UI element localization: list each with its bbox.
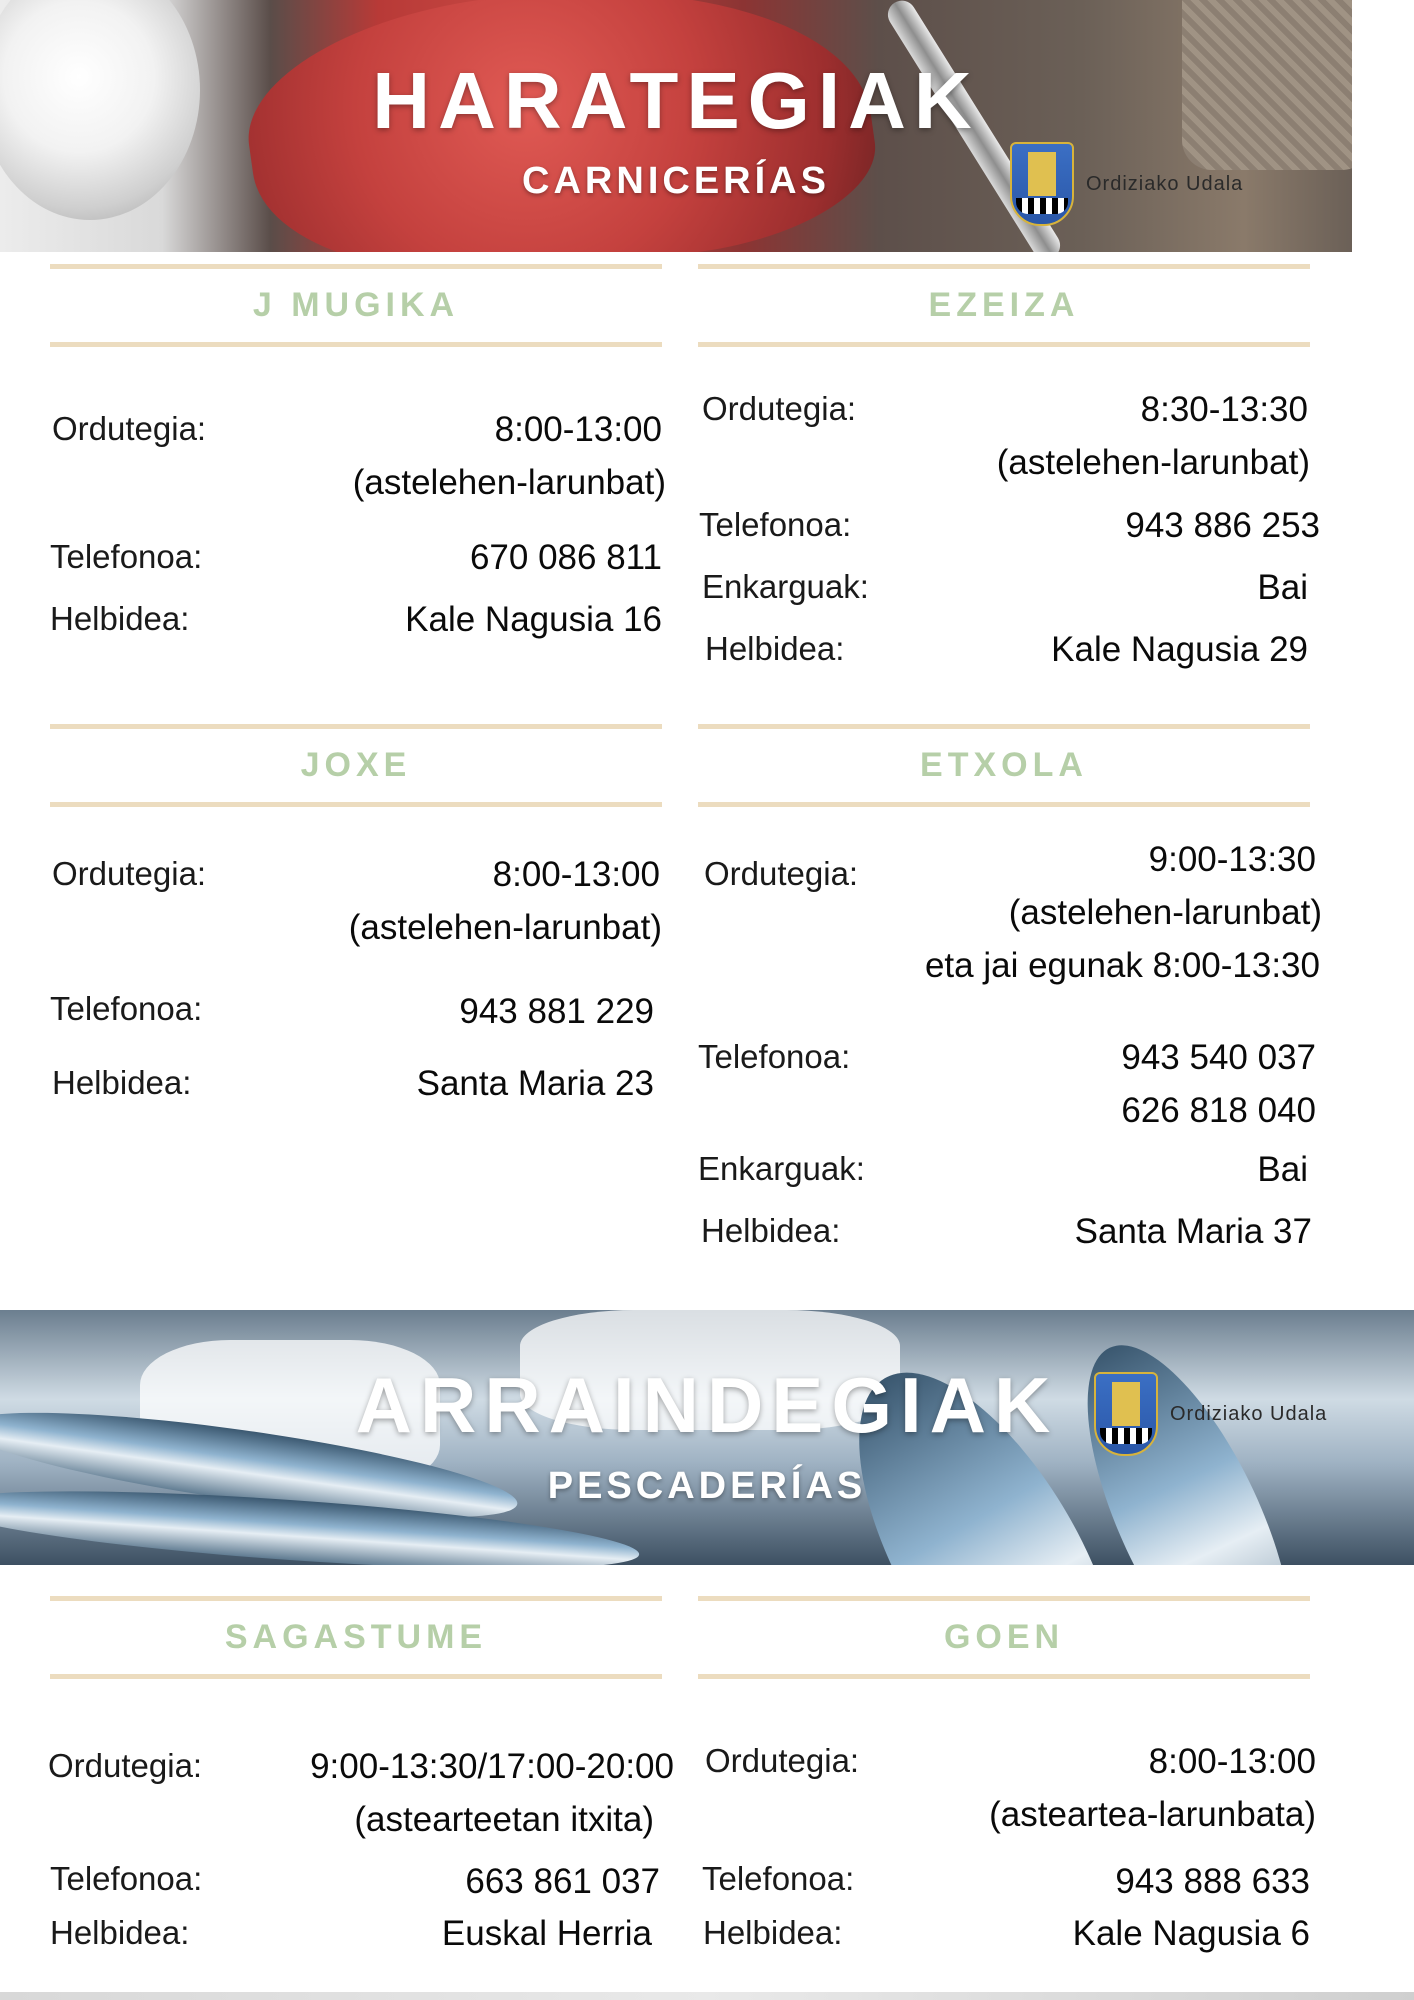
address-value: Santa Maria 23 bbox=[416, 1064, 654, 1103]
phone-value: 670 086 811 bbox=[469, 538, 662, 577]
hours-value: 8:00-13:00 bbox=[494, 410, 662, 449]
divider bbox=[698, 802, 1310, 807]
divider bbox=[50, 802, 662, 807]
phone-value: 943 888 633 bbox=[1115, 1862, 1310, 1901]
divider bbox=[698, 724, 1310, 729]
divider bbox=[50, 264, 662, 269]
hours-value: 8:00-13:00 bbox=[492, 855, 660, 894]
shop-card-joxe bbox=[50, 720, 662, 1120]
hours-label: Ordutegia: bbox=[704, 855, 859, 892]
shop-card-sagastume bbox=[48, 1592, 674, 1972]
divider bbox=[698, 1674, 1310, 1679]
days-value: (astelehen-larunbat) bbox=[996, 443, 1310, 482]
shop-card-goen bbox=[698, 1592, 1316, 1972]
address-value: Santa Maria 37 bbox=[1074, 1212, 1312, 1251]
meat-banner bbox=[0, 0, 1352, 252]
address-value: Kale Nagusia 16 bbox=[405, 600, 662, 639]
divider bbox=[698, 264, 1310, 269]
address-value: Euskal Herria bbox=[441, 1914, 652, 1953]
shop-name: GOEN bbox=[943, 1618, 1065, 1656]
orders-value: Bai bbox=[1257, 568, 1308, 607]
hours-label: Ordutegia: bbox=[52, 410, 207, 447]
shop-card-ezeiza bbox=[698, 260, 1320, 680]
address-value: Kale Nagusia 6 bbox=[1072, 1914, 1310, 1953]
days-value: (astelehen-larunbat) bbox=[348, 908, 662, 947]
address-label: Helbidea: bbox=[50, 1914, 190, 1951]
town-hall-logo bbox=[1094, 1372, 1327, 1456]
orders-value: Bai bbox=[1257, 1150, 1308, 1189]
address-label: Helbidea: bbox=[50, 600, 190, 637]
phone-label: Telefonoa: bbox=[50, 1860, 203, 1897]
phone-value: 663 861 037 bbox=[465, 1862, 660, 1901]
hours-value: 8:30-13:30 bbox=[1140, 390, 1308, 429]
shop-name: EZEIZA bbox=[928, 286, 1080, 324]
shop-name: ETXOLA bbox=[920, 746, 1088, 784]
fish-banner-subtitle: PESCADERÍAS bbox=[547, 1465, 867, 1507]
divider bbox=[50, 724, 662, 729]
logo-text: Ordiziako Udala bbox=[1170, 1402, 1328, 1425]
hours-label: Ordutegia: bbox=[48, 1747, 203, 1784]
shop-name: JOXE bbox=[300, 746, 412, 784]
hours-value: 9:00-13:30/17:00-20:00 bbox=[310, 1747, 674, 1786]
fish-banner bbox=[0, 1310, 1414, 1565]
hours-label: Ordutegia: bbox=[705, 1742, 860, 1779]
divider bbox=[698, 1596, 1310, 1601]
hours-value: 9:00-13:30 bbox=[1148, 840, 1316, 879]
phone-label: Telefonoa: bbox=[698, 1038, 851, 1075]
phone-label: Telefonoa: bbox=[50, 990, 203, 1027]
shop-name: J MUGIKA bbox=[252, 286, 460, 324]
divider bbox=[50, 1596, 662, 1601]
hours-value: 8:00-13:00 bbox=[1148, 1742, 1316, 1781]
divider bbox=[50, 1674, 662, 1679]
divider bbox=[50, 342, 662, 347]
divider bbox=[698, 342, 1310, 347]
phone-value: 943 886 253 bbox=[1125, 506, 1320, 545]
address-label: Helbidea: bbox=[703, 1914, 843, 1951]
hours-label: Ordutegia: bbox=[702, 390, 857, 427]
bottom-photo-strip bbox=[0, 1992, 1414, 2000]
phone-label: Telefonoa: bbox=[699, 506, 852, 543]
holiday-hours-value: eta jai egunak 8:00-13:30 bbox=[924, 946, 1320, 985]
phone-label: Telefonoa: bbox=[702, 1860, 855, 1897]
hours-label: Ordutegia: bbox=[52, 855, 207, 892]
fish-banner-title: ARRAINDEGIAK bbox=[355, 1361, 1059, 1449]
address-label: Helbidea: bbox=[701, 1212, 841, 1249]
orders-label: Enkarguak: bbox=[698, 1150, 865, 1187]
address-label: Helbidea: bbox=[705, 630, 845, 667]
meat-banner-subtitle: CARNICERÍAS bbox=[522, 160, 830, 202]
days-value: (asteartea-larunbata) bbox=[989, 1795, 1316, 1834]
days-value: (astelehen-larunbat) bbox=[352, 463, 666, 502]
phone-value: 943 540 037 bbox=[1121, 1038, 1316, 1077]
shop-card-etxola bbox=[698, 720, 1322, 1260]
address-label: Helbidea: bbox=[52, 1064, 192, 1101]
address-value: Kale Nagusia 29 bbox=[1051, 630, 1308, 669]
town-hall-logo bbox=[1010, 142, 1243, 226]
meat-banner-title: HARATEGIAK bbox=[372, 56, 980, 145]
logo-text: Ordiziako Udala bbox=[1086, 172, 1244, 195]
phone2-value: 626 818 040 bbox=[1121, 1091, 1316, 1130]
coat-of-arms-icon bbox=[1010, 142, 1074, 226]
days-value: (astearteetan itxita) bbox=[354, 1800, 654, 1839]
shop-card-jmugika bbox=[50, 260, 666, 660]
shop-name: SAGASTUME bbox=[224, 1618, 488, 1656]
coat-of-arms-icon bbox=[1094, 1372, 1158, 1456]
phone-value: 943 881 229 bbox=[459, 992, 654, 1031]
days-value: (astelehen-larunbat) bbox=[1008, 893, 1322, 932]
phone-label: Telefonoa: bbox=[50, 538, 203, 575]
orders-label: Enkarguak: bbox=[702, 568, 869, 605]
